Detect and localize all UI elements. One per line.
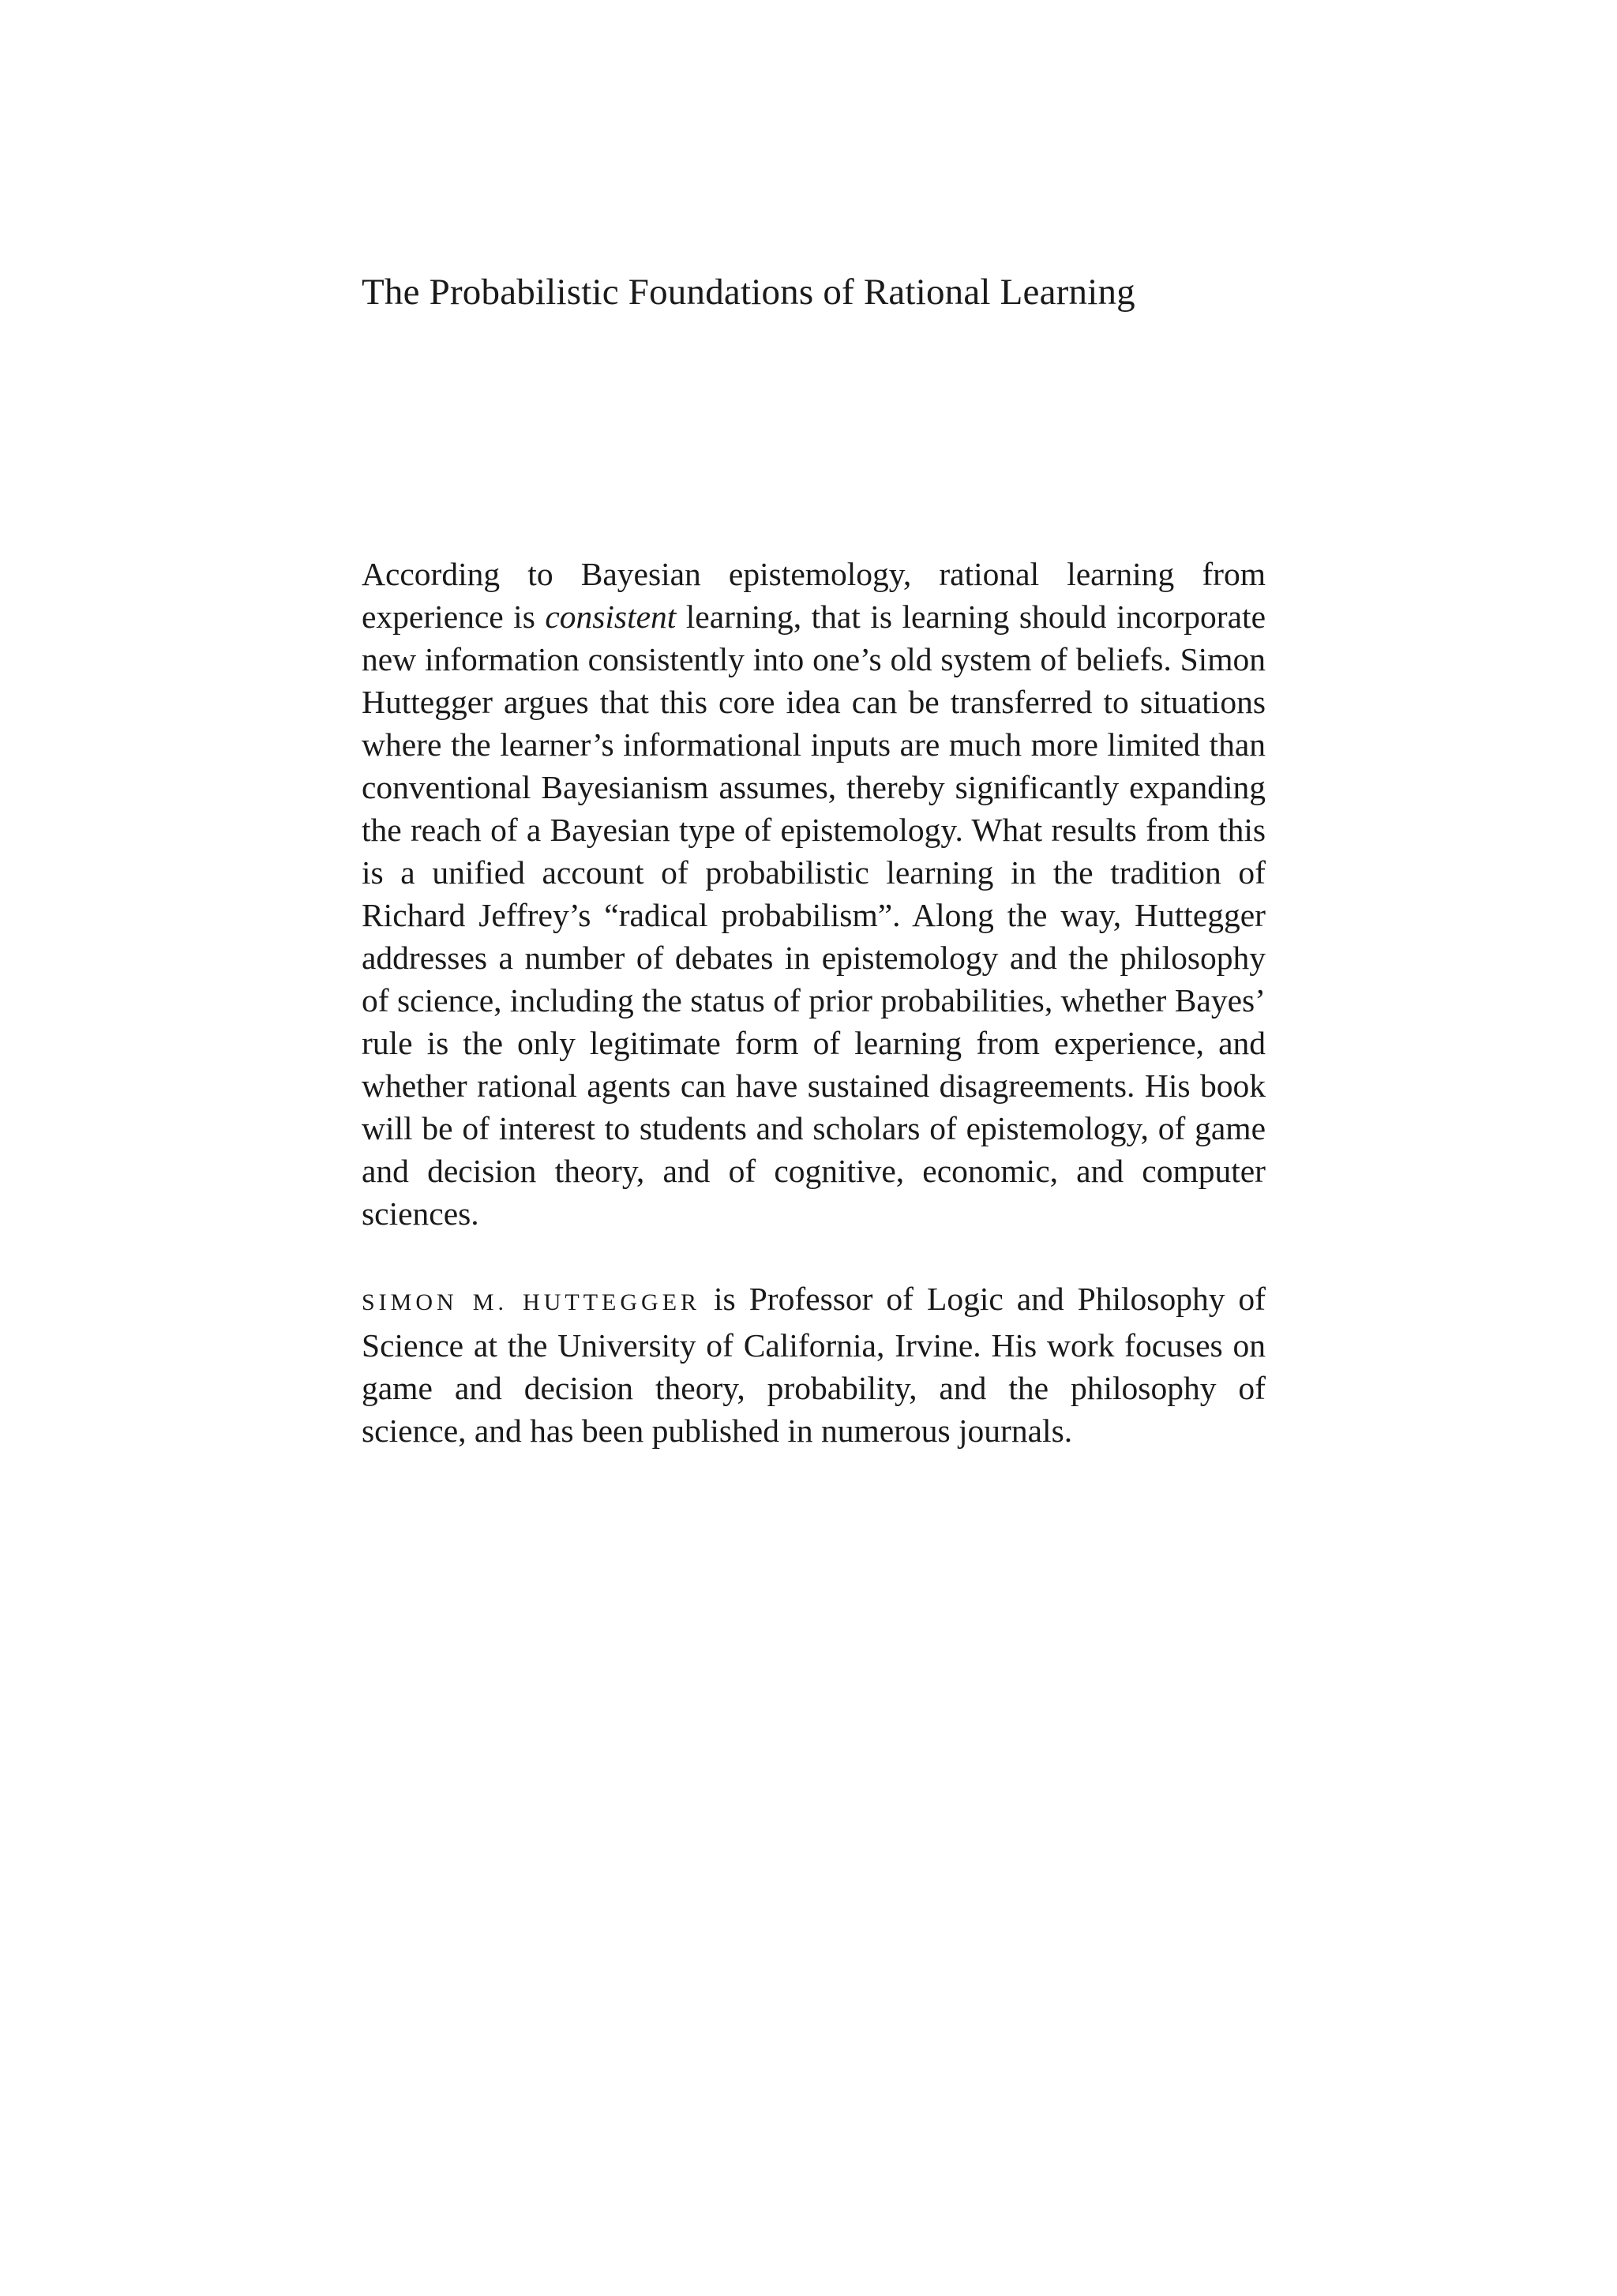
text-block (362, 553, 1266, 1452)
description-emphasis: consistent (545, 598, 677, 635)
book-description (362, 553, 1266, 1235)
author-name: SIMON M. HUTTEGGER (362, 1289, 701, 1315)
author-bio (362, 1277, 1266, 1452)
description-text-start: According to Bayesian epistemology, rational learning from experience is (362, 556, 1266, 635)
description-text-end: learning, that is learning should incorporate new information consistently into one’s old system of beliefs. Simon Huttegger argues that this core idea can be transferred to situations where the learner’s informational inputs are much more limited than conventional Bayesianism assumes, thereby significantly expanding the reach of a Bayesian type of epistemology. What results from this is a unified account of probabilistic learning in the tradition of Richard Jeffrey’s “radical probabilism”. Along the way, Huttegger addresses a number of debates in epistemology and the philosophy of science, including the status of prior probabilities, whether Bayes’ rule is the only legitimate form of learning from experience, and whether rational agents can have sustained disagreements. His book will be of interest to students and scholars of epistemology, of game and decision theory, and of cognitive, economic, and computer sciences. (362, 598, 1266, 1232)
author-bio-text: is Professor of Logic and Philosophy of Science at the University of California, Irvine. His work focuses on game and decision theory, probability, and the philosophy of science, and has been published in numerous journals. (362, 1281, 1266, 1449)
book-title: The Probabilistic Foundations of Rational Learning (362, 272, 1135, 313)
